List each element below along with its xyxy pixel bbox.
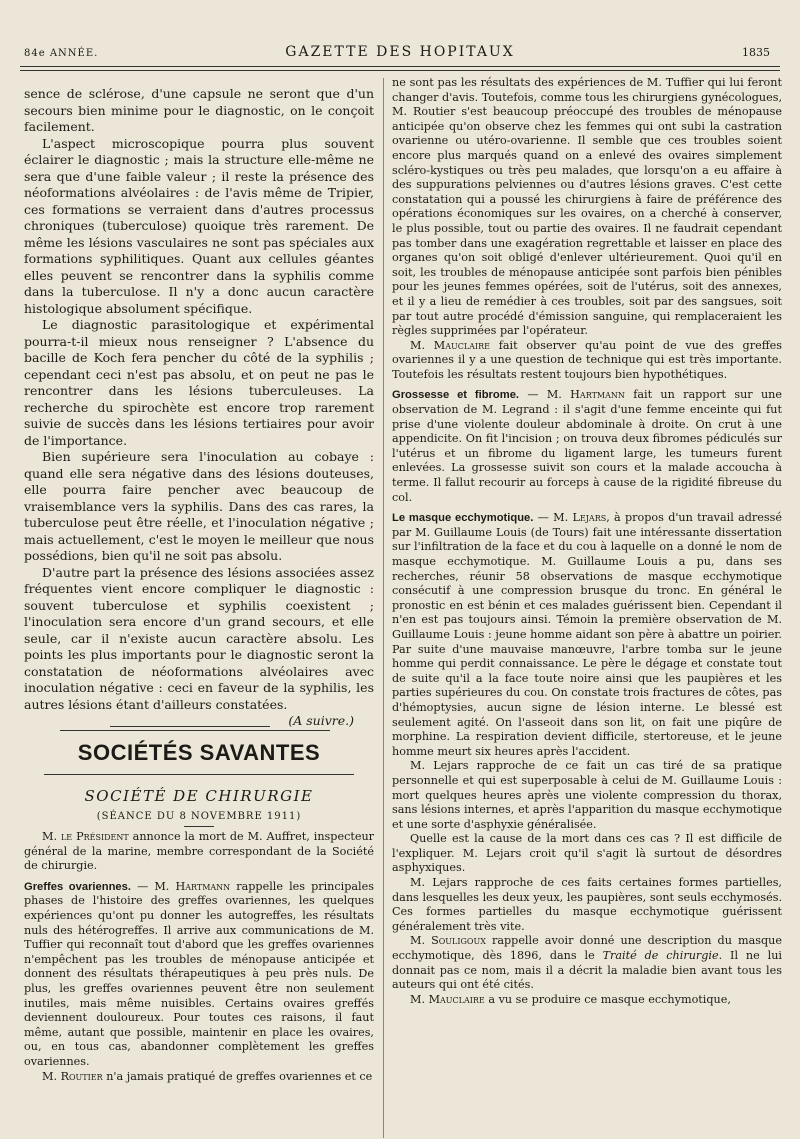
paragraph: D'autre part la présence des lésions associées assez fréquentes vient encore compliquer le diagnostic : souvent tuberculose et syphilis coexistent ; l'inoculation sera encore d'un grand secours, et elle seule, car il n'existe aucun caractère absolu. Les points les plus importants pour le diagnostic seront la constatation de néoformations alvéolaires avec inoculation négative : ceci en faveur de la syphilis, les autres lésions étant d'ailleurs constatées. [24, 564, 374, 712]
speaker-name: M. Mauclaire [410, 338, 490, 352]
paragraph [24, 1070, 374, 1085]
paragraph: Quelle est la cause de la mort dans ces cas ? Il est difficile de l'expliquer. M. Lejars croit qu'il s'agit là surtout de désordres asphyxiques. [392, 832, 782, 875]
dash: — M. [519, 388, 571, 402]
header-rule-top [20, 66, 780, 67]
section-title: SOCIÉTÉS SAVANTES [77, 740, 321, 765]
article-continued [24, 86, 374, 728]
topic-heading: Grossesse et fibrome. [392, 389, 520, 402]
column-divider [383, 78, 384, 1138]
speaker-name: Hartmann [570, 388, 625, 402]
running-header [0, 34, 800, 58]
speaker-name: M. Mauclaire [410, 992, 485, 1006]
header-page-number: 1835 [742, 46, 770, 59]
paragraph: sence de sclérose, d'une capsule ne seront que d'un secours bien minime pour le diagnostic, on le conçoit facilement. [24, 86, 374, 134]
paragraph-text: , à propos d'un travail adressé par M. Guillaume Louis (de Tours) fait une intéressante dissertation sur l'infiltration de la face et du cou à laquelle on a donné le nom de masque ecchymotique. M. Guillaume Louis a pu, dans ses recherches, réunir 58 observations de masque ecchymotique consécutif à une compression brusque du tronc. En général le pronostic en est bénin et ces malades guérissent bien. Cependant il n'en est pas toujours ainsi. Témoin la première observation de M. Guillaume Louis : jeune homme aidant son père à abattre un poirier. Par suite d'une mauvaise manœuvre, l'arbre tomba sur le jeune homme qui perdit connaissance. Le père le dégage et constate tout de suite qu'il a la face toute noire ainsi que les paupières et les parties supérieures du cou. On constate trois fractures de côtes, pas d'hémoptysies, aucun signe de lésion interne. Le blessé est seulement agité. On l'asseoit dans son lit, on fait une piqûre de morphine. La respiration devient difficile, stertoreuse, et le jeune homme meurt six heures après l'accident. [392, 511, 782, 758]
paragraph: L'aspect microscopique pourra plus souvent éclairer le diagnostic ; mais la structure elle-même ne sera que d'une faible valeur ; il reste la présence des néoformations alvéolaires : de l'avis même de Tripier, ces formations se verraient dans d'autres processus chroniques (tuberculose) quoique très rarement. De même les lésions vasculaires ne sont pas spéciales aux formations syphilitiques. Quant aux cellules géantes elles peuvent se rencontrer dans la syphilis comme dans la tuberculose. Il n'y a donc aucun caractère histologique absolument spécifique. [24, 135, 374, 316]
society-report-left [24, 830, 374, 1132]
paragraph [392, 339, 782, 383]
paragraph [24, 880, 374, 1070]
dash: — M. [533, 511, 573, 525]
speaker-name: M. le Président [42, 830, 129, 843]
paragraph-text: rappelle avoir donné une description du masque ecchymotique, dès 1896, dans le [392, 934, 782, 963]
header-year: 84e ANNÉE. [24, 48, 99, 59]
paragraph-text: n'a jamais pratiqué de greffes ovariennes et ce [102, 1069, 373, 1083]
paragraph: Bien supérieure sera l'inoculation au cobaye : quand elle sera négative dans des lésions douteuses, elle pourra faire pencher avec beaucoup de vraisemblance vers la syphilis. Dans des cas rares, la tuberculose peut être réelle, et l'inoculation négative ; mais actuellement, c'est le moyen le meilleur que nous possédions, bien qu'il ne soit pas absolu. [24, 449, 374, 563]
paragraph-text: rappelle les principales phases de l'histoire des greffes ovariennes, les quelques expériences qu'ont pu donner les autogreffes, les résultats nuls des hétérogreffes. Il arrive aux communications de M. Tuffier qui reconnaît tout d'abord que les greffes ovariennes n'empêchent pas les troubles de ménopause anticipée et donnent des résultats thérapeutiques à peu près nuls. De plus, les greffes ovariennes peuvent être non seulement inutiles, mais même nuisibles. Certains ovaires greffés deviennent douloureux. Pour toutes ces raisons, il faut même, autant que possible, maintenir en place les ovaires, ou, en tous cas, abandonner complètement les greffes ovariennes. [24, 879, 374, 1068]
society-report-right [392, 76, 782, 1131]
short-rule [184, 826, 214, 827]
paragraph: Le diagnostic parasitologique et expérimental pourra-t-il mieux nous renseigner ? L'absence du bacille de Koch fera pencher du côté de la syphilis ; cependant ceci n'est pas absolu, et on peut ne pas le rencontrer dans les lésions tuberculeuses. La recherche du spirochète est encore trop rarement suivie de succès dans les lésions tertiaires pour avoir de l'importance. [24, 317, 374, 448]
paragraph-text: . Il ne lui donnait pas ce nom, mais il a décrit la maladie bien avant tous les auteurs qui ont été cités. [392, 949, 782, 992]
section-title-underline [44, 774, 354, 775]
session-date: (SÉANCE DU 8 NOVEMBRE 1911) [96, 811, 302, 822]
section-rule [60, 730, 330, 731]
speaker-name: Hartmann [175, 879, 231, 893]
paragraph [392, 993, 782, 1008]
paragraph: ne sont pas les résultats des expériences de M. Tuffier qui lui feront changer d'avis. Toutefois, comme tous les chirurgiens gynécologues, M. Routier s'est beaucoup préoccupé des troubles de ménopause anticipée qu'on observe chez les femmes qui ont subi la castration ovarienne ou utéro-ovarienne. Il semble que ces troubles soient encore plus marqués quand on a enlevé des ovaires simplement scléro-kystiques ou très peu malades, que lorsqu'on a eu affaire à des suppurations pelviennes ou d'autres lésions graves. C'est cette constatation qui a poussé les chirurgiens à faire de préférence des opérations économiques sur les ovaires, on a cherché à conserver, le plus possible, tout ou partie des ovaires. Il ne faudrait cependant pas tomber dans une exagération regrettable et laisser en place des organes qu'on soit obligé d'enlever ultérieurement. Quoi qu'il en soit, les troubles de ménopause anticipée sont parfois bien pénibles pour les jeunes femmes opérées, soit de l'utérus, soit des annexes, et il y a lieu de remédier à ces troubles, soit par des sangsues, soit par tout autre procédé d'émission sanguine, qui remplaceraient les règles supprimées par l'opérateur. [392, 76, 782, 338]
speaker-name: Lejars [572, 511, 607, 525]
speaker-name: M. Routier [42, 1069, 103, 1083]
header-title: GAZETTE DES HOPITAUX [285, 44, 515, 60]
dash: — M. [131, 879, 176, 893]
to-be-continued: (A suivre.) [288, 713, 354, 728]
paragraph-text: annonce la mort de M. Auffret, inspecteur général de la marine, membre correspondant de la Société de chirurgie. [24, 830, 374, 873]
paragraph [24, 830, 374, 874]
paragraph [392, 388, 782, 505]
header-rule-bottom [20, 70, 780, 71]
paragraph-text: a vu se produire ce masque ecchymotique, [484, 992, 731, 1006]
section-rule [110, 726, 270, 727]
paragraph [392, 934, 782, 992]
speaker-name: M. Souligoux [410, 934, 486, 948]
society-title: SOCIÉTÉ DE CHIRURGIE [84, 787, 314, 805]
book-title: Traité de chirurgie [602, 949, 719, 963]
topic-heading: Greffes ovariennes. [24, 880, 131, 893]
topic-heading: Le masque ecchymotique. [392, 512, 534, 525]
paragraph: M. Lejars rapproche de ce fait un cas tiré de sa pratique personnelle et qui est superposable à celui de M. Guillaume Louis : mort quelques heures après une violente compression du thorax, sans lésions internes, et après l'apparition du masque ecchymotique et une sorte d'asphyxie généralisée. [392, 759, 782, 831]
paragraph: M. Lejars rapproche de ces faits certaines formes partielles, dans lesquelles les deux yeux, les paupières, sont seuls ecchymosés. Ces formes partielles du masque ecchymotique guérissent généralement très vite. [392, 876, 782, 933]
paragraph [392, 511, 782, 759]
paragraph-text: fait un rapport sur une observation de M. Legrand : il s'agit d'une femme enceinte qui fut prise d'une violente douleur abdominale à droite. On crut à une appendicite. On fit l'incision ; on trouva deux fibromes pédiculés sur l'utérus et un fibrome du ligament large, les tumeurs furent enlevées. La grossesse suivit son cours et la malade accoucha à terme. Il fallut recourir au forceps à cause de la rigidité fibreuse du col. [392, 388, 782, 504]
paragraph-text: fait observer qu'au point de vue des greffes ovariennes il y a une question de technique qui est très importante. Toutefois les résultats restent toujours bien hypothétiques. [392, 338, 783, 381]
